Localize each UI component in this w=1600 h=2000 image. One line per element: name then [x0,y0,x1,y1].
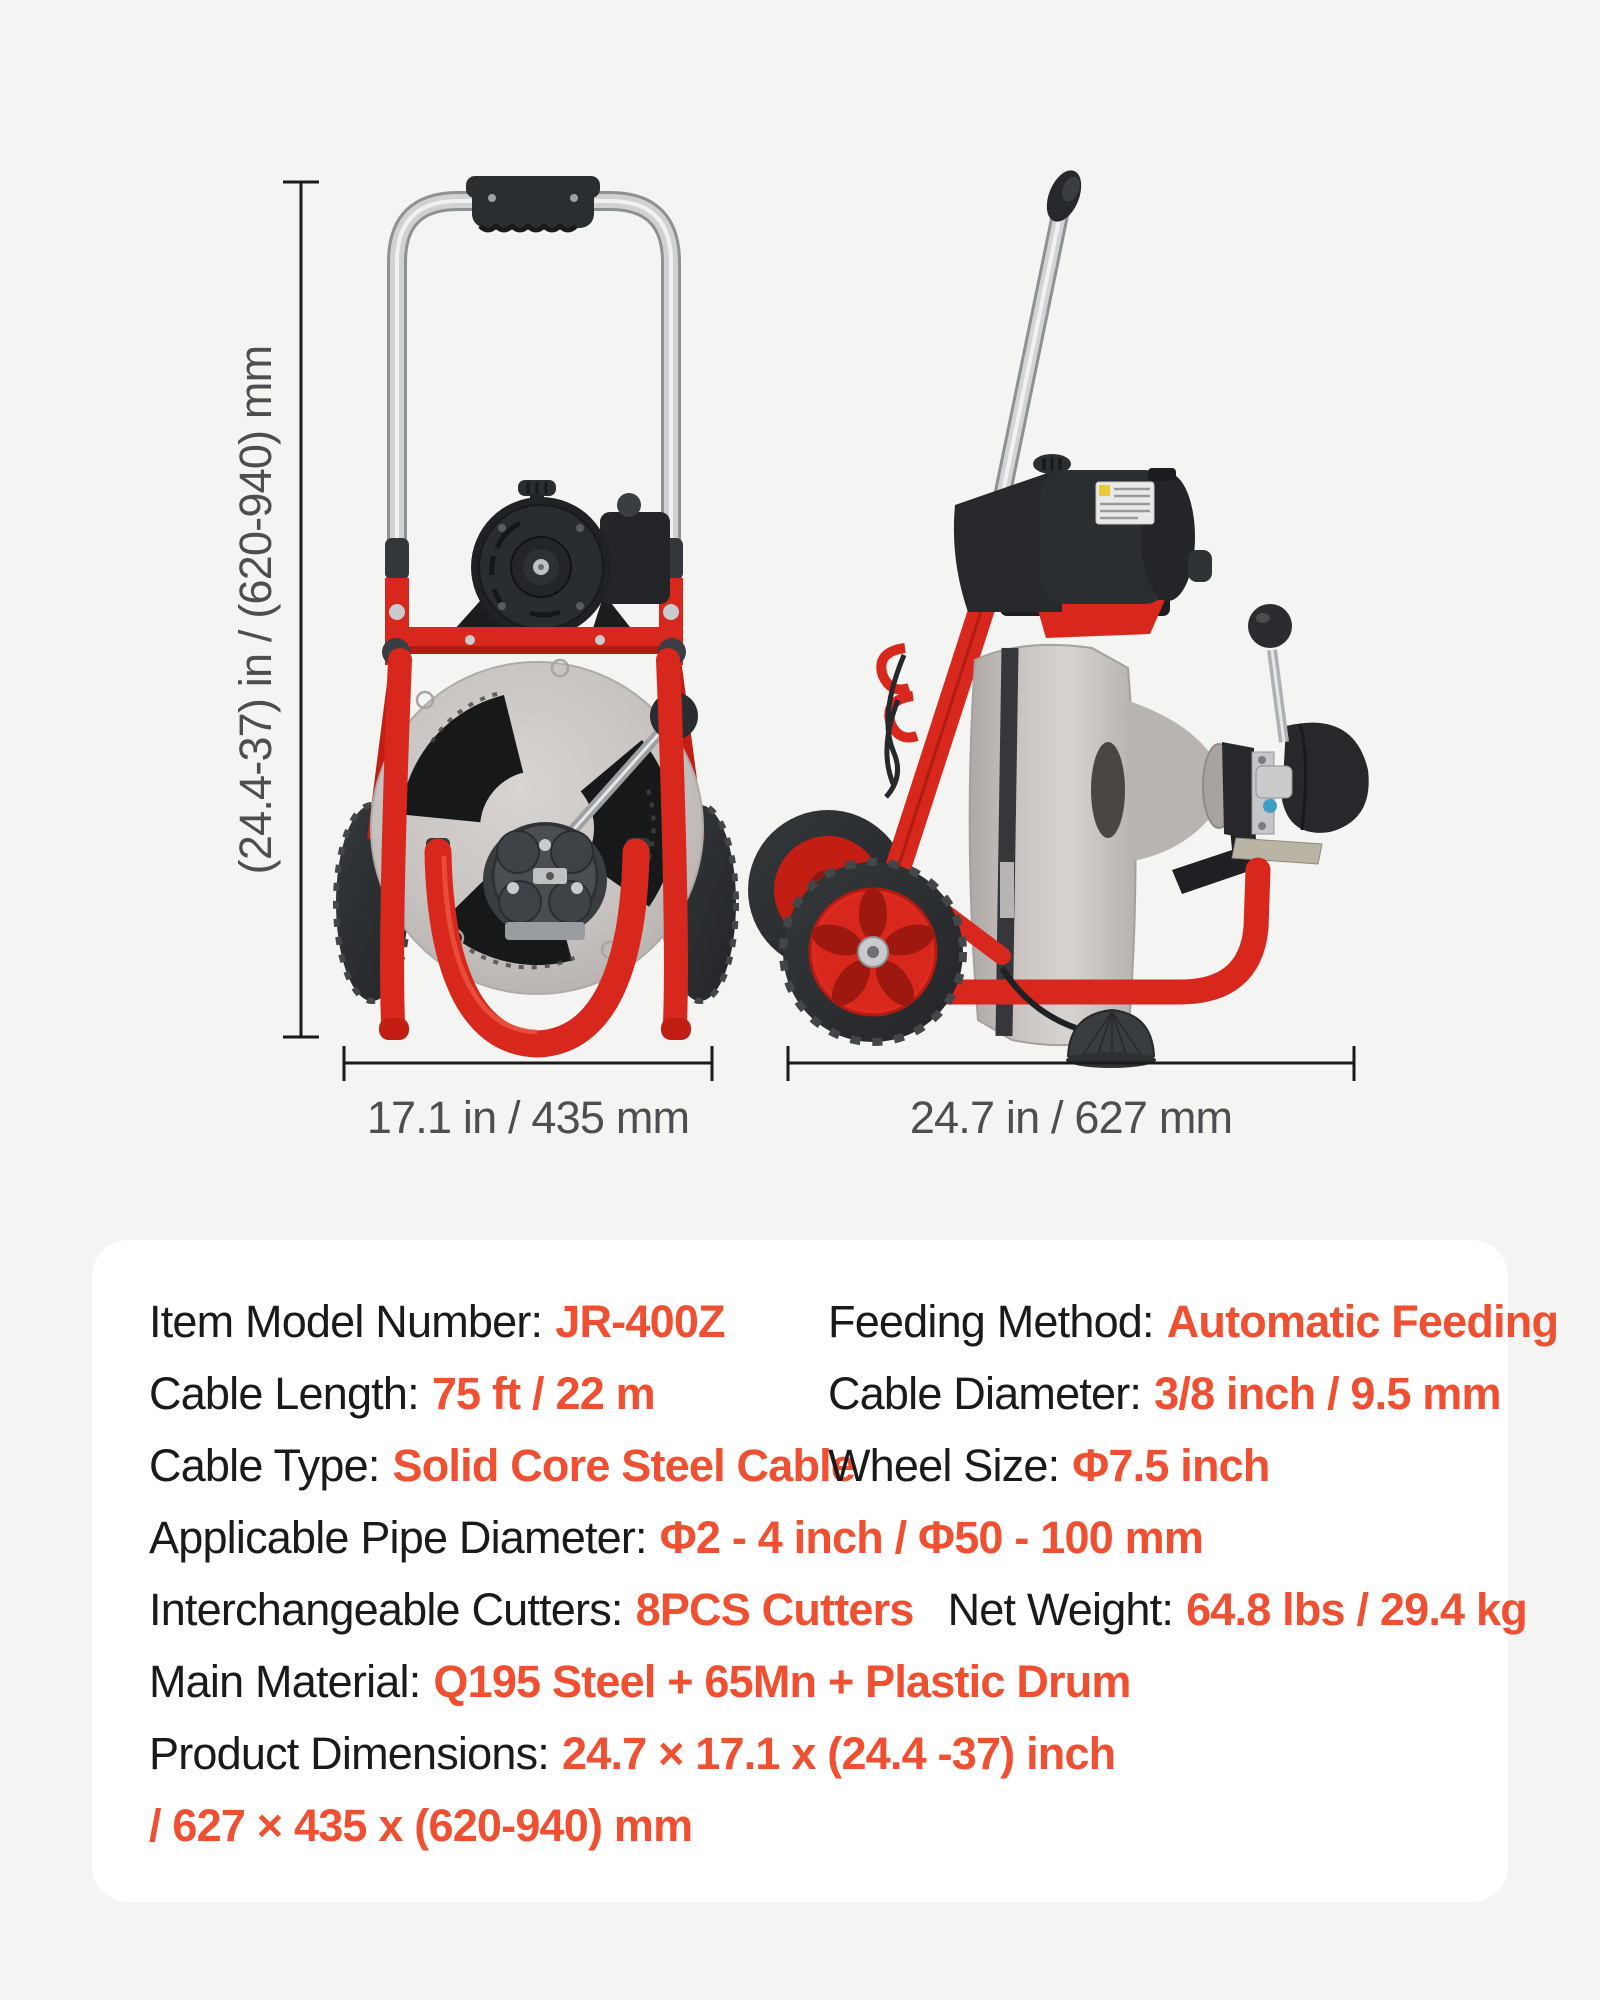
side-motor [954,454,1212,638]
handle-grip [466,176,600,230]
spec-value: Solid Core Steel Cable [392,1440,856,1491]
spec-value: Automatic Feeding [1166,1296,1559,1347]
spec-label: Product Dimensions: [149,1728,549,1779]
spec-label: Item Model Number: [149,1296,543,1347]
spec-label: Applicable Pipe Diameter: [149,1512,647,1563]
spec-value: 8PCS Cutters [635,1584,914,1635]
spec-row [149,1286,1559,1358]
spec-value: Φ7.5 inch [1072,1440,1270,1491]
side-wheel [783,862,963,1042]
spec-value: 24.7 × 17.1 x (24.4 -37) inch [561,1728,1116,1779]
spec-label: Wheel Size: [828,1440,1060,1491]
spec-label: Main Material: [149,1656,421,1707]
side-view-illustration [748,165,1369,1068]
spec-row [149,1646,1468,1718]
warning-label [1096,482,1154,524]
depth-dimension-label: 24.7 in / 627 mm [909,1092,1233,1143]
spec-value: 64.8 lbs / 29.4 kg [1186,1584,1527,1635]
spec-row [149,1574,1527,1646]
spec-row [149,1790,1468,1862]
spec-value: 3/8 inch / 9.5 mm [1154,1368,1501,1419]
spec-value: 75 ft / 22 m [431,1368,655,1419]
spec-row [149,1430,1468,1502]
spec-row [149,1718,1468,1790]
spec-value: Q195 Steel + 65Mn + Plastic Drum [433,1656,1131,1707]
spec-row [149,1502,1468,1574]
spec-value: Φ2 - 4 inch / Φ50 - 100 mm [659,1512,1204,1563]
spec-label: Feeding Method: [828,1296,1154,1347]
spec-label: Cable Length: [149,1368,419,1419]
spec-label: Cable Diameter: [828,1368,1142,1419]
spec-label: Net Weight: [947,1584,1174,1635]
front-view-illustration [336,176,736,1044]
spec-value: / 627 × 435 x (620-940) mm [149,1800,693,1851]
spec-value: JR-400Z [555,1296,725,1347]
spec-label: Cable Type: [149,1440,380,1491]
width-dimension-label: 17.1 in / 435 mm [366,1092,690,1143]
spec-label: Interchangeable Cutters: [149,1584,623,1635]
height-dimension-label: (24.4-37) in / (620-940) mm [230,345,281,875]
spec-card [92,1240,1559,1902]
front-motor [471,480,670,637]
spec-row [149,1358,1501,1430]
